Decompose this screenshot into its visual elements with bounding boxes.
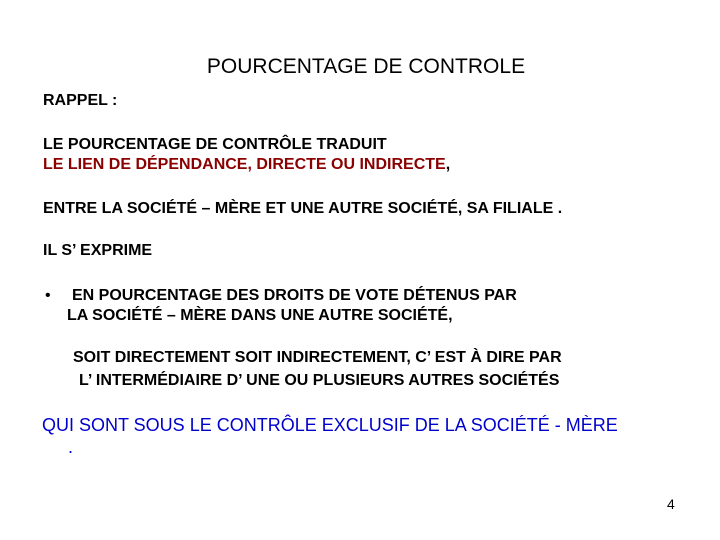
qui-line-2: .: [68, 437, 74, 457]
exprime-label: IL S’ EXPRIME: [43, 242, 153, 259]
definition-comma: ,: [445, 156, 451, 173]
qui-line-1: QUI SONT SOUS LE CONTRÔLE EXCLUSIF DE LA SOCIÉTÉ - MÈRE: [42, 415, 618, 435]
bullet-line-2: LA SOCIÉTÉ – MÈRE DANS UNE AUTRE SOCIÉTÉ,: [67, 307, 453, 324]
definition-line-3: ENTRE LA SOCIÉTÉ – MÈRE ET UNE AUTRE SOCIÉTÉ, SA FILIALE .: [43, 200, 563, 217]
soit-line-1: SOIT DIRECTEMENT SOIT INDIRECTEMENT, C’ EST À DIRE PAR: [73, 349, 562, 366]
definition-line-1: LE POURCENTAGE DE CONTRÔLE TRADUIT: [43, 136, 387, 153]
bullet-icon: •: [45, 287, 51, 304]
definition-line-2: [43, 156, 450, 174]
soit-line-2: L’ INTERMÉDIAIRE D’ UNE OU PLUSIEURS AUTRES SOCIÉTÉS: [79, 372, 560, 389]
rappel-label: RAPPEL :: [43, 92, 118, 109]
bullet-line-1: EN POURCENTAGE DES DROITS DE VOTE DÉTENUS PAR: [72, 287, 517, 304]
page-number: 4: [667, 496, 675, 512]
slide-title: POURCENTAGE DE CONTROLE: [206, 55, 526, 78]
definition-highlight: LE LIEN DE DÉPENDANCE, DIRECTE OU INDIRECTE: [43, 156, 446, 173]
